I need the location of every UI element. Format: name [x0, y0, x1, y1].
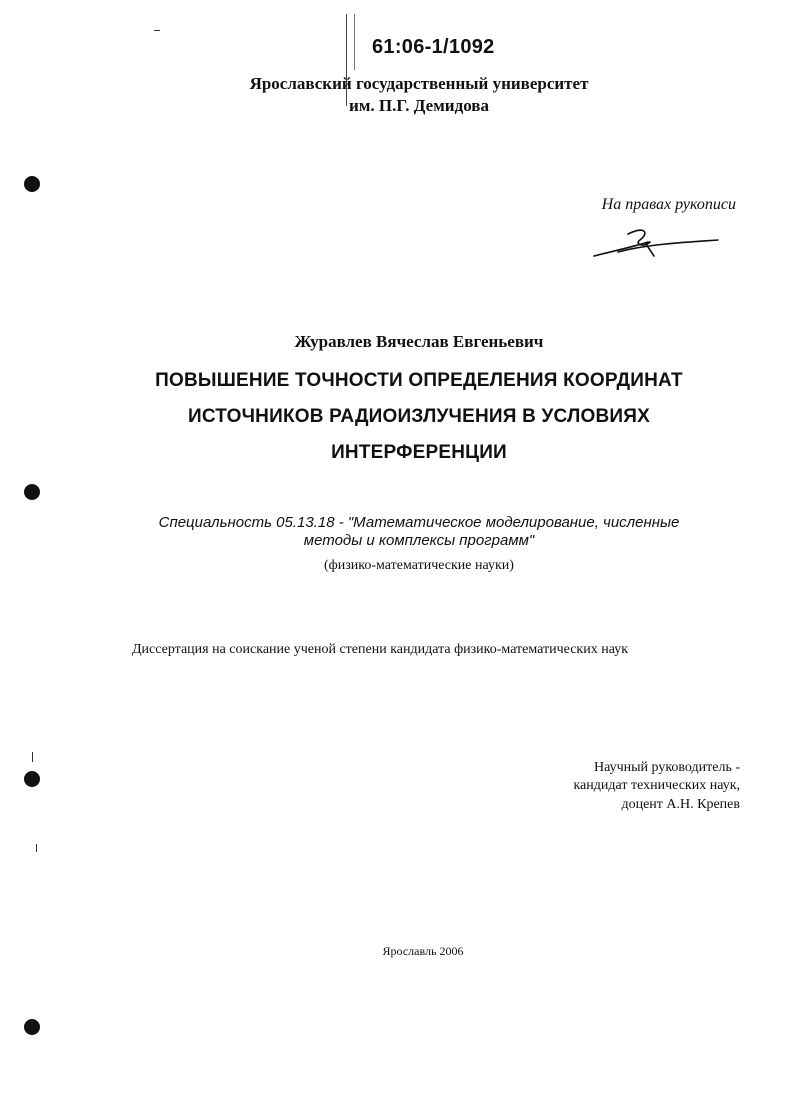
scan-line	[354, 14, 355, 70]
specialty-line: методы и комплексы программ"	[303, 532, 535, 549]
degree-statement: Диссертация на соискание ученой степени кандидата физико-математических наук	[132, 642, 629, 657]
scan-speck	[36, 844, 37, 852]
punch-hole-icon	[24, 771, 40, 787]
city-year: Ярославль 2006	[382, 944, 464, 958]
university-named-after: им. П.Г. Демидова	[349, 96, 489, 115]
dissertation-title-line: ИСТОЧНИКОВ РАДИОИЗЛУЧЕНИЯ В УСЛОВИЯХ	[188, 406, 650, 427]
specialty-line: Специальность 05.13.18 - "Математическое моделирование, численные	[158, 514, 680, 531]
university-name: Ярославский государственный университет	[249, 74, 589, 93]
author-name: Журавлев Вячеслав Евгеньевич	[294, 332, 544, 351]
supervisor-line: доцент А.Н. Крепев	[621, 797, 740, 812]
punch-hole-icon	[24, 484, 40, 500]
scan-speck	[154, 30, 160, 31]
catalog-number: 61:06-1/1092	[372, 36, 495, 58]
supervisor-line: Научный руководитель -	[593, 760, 740, 775]
punch-hole-icon	[24, 176, 40, 192]
signature-icon	[588, 222, 720, 262]
science-branch: (физико-математические науки)	[324, 558, 514, 573]
dissertation-title-line: ИНТЕРФЕРЕНЦИИ	[331, 442, 507, 463]
supervisor-line: кандидат технических наук,	[573, 778, 740, 793]
dissertation-title-line: ПОВЫШЕНИЕ ТОЧНОСТИ ОПРЕДЕЛЕНИЯ КООРДИНАТ	[155, 370, 683, 391]
punch-hole-icon	[24, 1019, 40, 1035]
scan-speck	[32, 752, 33, 762]
manuscript-rights: На правах рукописи	[601, 196, 736, 213]
